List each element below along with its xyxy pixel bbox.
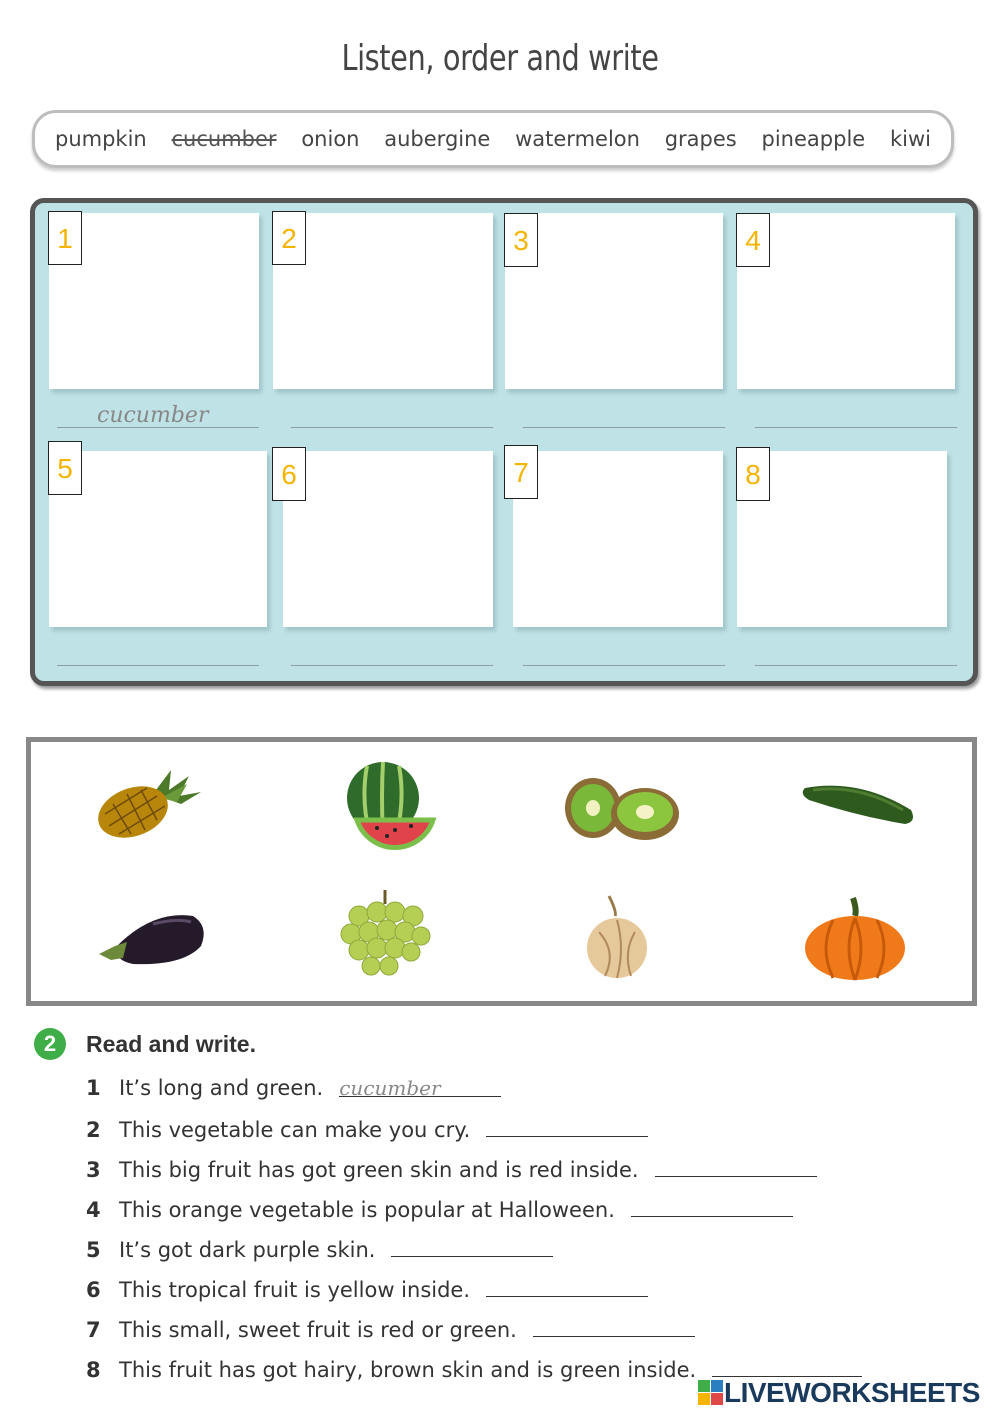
question-text: This orange vegetable is popular at Halloween. [119,1198,615,1222]
draggable-pictures-box [26,737,977,1006]
card-number-2: 2 [272,211,306,265]
page-title: Listen, order and write [341,38,659,79]
answer-text: cucumber [339,1076,441,1100]
answer-text-1: cucumber [97,403,209,428]
word-bank-item: cucumber [171,127,277,151]
answer-line-4[interactable] [755,427,957,428]
card-number-4: 4 [736,213,770,267]
liveworksheets-logo [698,1377,980,1409]
section-number-badge: 2 [34,1028,66,1060]
picture-card-2[interactable] [273,213,493,389]
question-text: This small, sweet fruit is red or green. [119,1318,517,1342]
question-number: 2 [86,1118,101,1142]
question-row [86,1156,817,1182]
cucumber-picture[interactable] [799,770,923,836]
question-text: This vegetable can make you cry. [119,1118,471,1142]
answer-line-2[interactable] [291,427,493,428]
question-number: 1 [86,1076,101,1100]
question-text: It’s got dark purple skin. [119,1238,376,1262]
question-row [86,1116,648,1142]
answer-blank-6[interactable] [486,1276,648,1297]
word-bank-item: aubergine [384,127,491,151]
picture-card-6[interactable] [283,451,493,627]
answer-blank-2[interactable] [486,1116,648,1137]
pumpkin-picture[interactable] [803,892,913,982]
word-bank-item: onion [301,127,360,151]
card-number-1: 1 [48,211,82,265]
pineapple-picture[interactable] [91,764,211,844]
question-number: 5 [86,1238,101,1262]
ordering-panel [30,198,978,686]
word-bank-item: watermelon [515,127,640,151]
card-number-3: 3 [504,213,538,267]
section-2-header [34,1028,256,1060]
word-bank [32,110,954,168]
answer-blank-4[interactable] [631,1196,793,1217]
question-text: This big fruit has got green skin and is red inside. [119,1158,639,1182]
answer-line-6[interactable] [291,665,493,666]
word-bank-item: pineapple [761,127,866,151]
liveworksheets-logo-text: LIVEWORKSHEETS [724,1377,980,1408]
watermelon-picture[interactable] [337,754,437,854]
question-number: 7 [86,1318,101,1342]
picture-card-7[interactable] [513,451,723,627]
question-row [86,1276,648,1302]
section-title: Read and write. [86,1030,256,1057]
answer-line-8[interactable] [755,665,957,666]
answer-blank-1[interactable] [339,1076,501,1100]
question-row [86,1236,553,1262]
question-row [86,1316,695,1342]
question-row [86,1196,793,1222]
card-number-7: 7 [504,445,538,499]
grapes-picture[interactable] [335,886,435,986]
answer-line-7[interactable] [523,665,725,666]
answer-line-5[interactable] [57,665,259,666]
word-bank-item: pumpkin [55,127,147,151]
question-number: 3 [86,1158,101,1182]
question-number: 4 [86,1198,101,1222]
question-row [86,1076,501,1100]
question-number: 8 [86,1358,101,1382]
answer-blank-3[interactable] [655,1156,817,1177]
card-number-6: 6 [272,447,306,501]
word-bank-item: grapes [664,127,737,151]
word-bank-item: kiwi [889,127,931,151]
aubergine-picture[interactable] [93,906,213,976]
answer-blank-8[interactable] [712,1356,862,1377]
question-text: It’s long and green. [119,1076,324,1100]
liveworksheets-logo-icon [698,1378,724,1408]
question-text: This tropical fruit is yellow inside. [119,1278,471,1302]
answer-line-3[interactable] [523,427,725,428]
kiwi-picture[interactable] [563,768,683,848]
question-text: This fruit has got hairy, brown skin and is green inside. [119,1358,697,1382]
question-number: 6 [86,1278,101,1302]
onion-picture[interactable] [583,892,653,982]
answer-blank-7[interactable] [533,1316,695,1337]
card-number-8: 8 [736,447,770,501]
answer-blank-5[interactable] [391,1236,553,1257]
card-number-5: 5 [48,441,82,495]
